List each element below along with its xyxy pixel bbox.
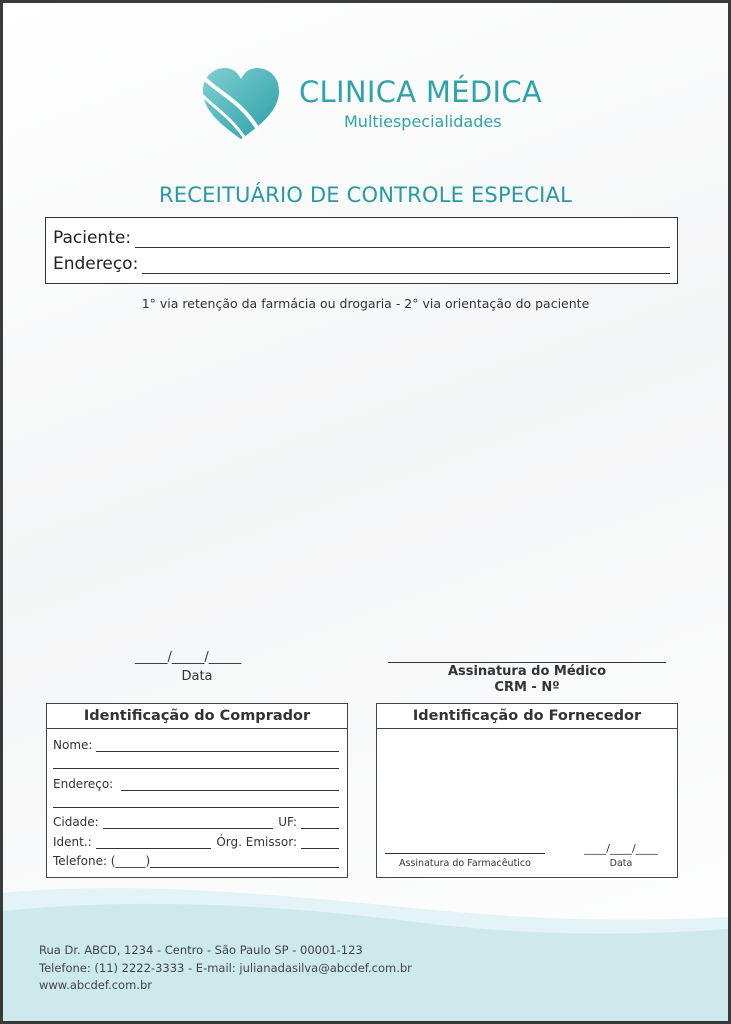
brand-tagline: Multiespecialidades <box>344 112 502 131</box>
buyer-identification-box <box>46 703 348 878</box>
supplier-date-line[interactable]: ____/____/____ <box>584 842 658 855</box>
buyer-name-row[interactable] <box>53 738 339 752</box>
buyer-address-line[interactable] <box>121 780 339 791</box>
buyer-phone-line[interactable] <box>150 857 339 868</box>
buyer-phone-label: Telefone: (_____) <box>53 854 151 868</box>
doctor-signature-line[interactable] <box>388 662 666 663</box>
patient-name-row[interactable] <box>53 228 670 248</box>
prescription-date-label: Data <box>181 669 213 684</box>
patient-box <box>45 217 678 284</box>
supplier-identification-box <box>376 703 678 878</box>
buyer-address-extra-line[interactable] <box>53 797 339 808</box>
buyer-title: Identificação do Comprador <box>47 704 347 729</box>
heart-logo-icon <box>200 65 282 141</box>
buyer-address-extra-row[interactable] <box>53 797 339 808</box>
buyer-city-line[interactable] <box>103 818 273 829</box>
buyer-issuer-line[interactable] <box>301 838 339 849</box>
pharmacist-signature-line[interactable] <box>385 853 545 854</box>
buyer-state-label: UF: <box>278 815 297 829</box>
document-title: RECEITUÁRIO DE CONTROLE ESPECIAL <box>159 183 572 207</box>
buyer-id-row[interactable] <box>53 835 339 849</box>
footer-contact: Telefone: (11) 2222-3333 - E-mail: julianadasilva@abcdef.com.br <box>39 961 412 975</box>
patient-name-label: Paciente: <box>53 228 132 248</box>
buyer-name-extra-row[interactable] <box>53 758 339 769</box>
pharmacist-signature-label: Assinatura do Farmacêutico <box>399 858 531 869</box>
buyer-address-label: Endereço: <box>53 777 114 791</box>
crm-label: CRM - Nº <box>494 680 560 695</box>
buyer-issuer-label: Órg. Emissor: <box>216 835 297 849</box>
patient-address-row[interactable] <box>53 254 670 274</box>
patient-name-line[interactable] <box>135 233 670 248</box>
buyer-address-row[interactable] <box>53 777 339 791</box>
prescription-date-line[interactable]: _____/_____/_____ <box>135 650 242 665</box>
buyer-phone-row[interactable] <box>53 854 339 868</box>
supplier-date-label: Data <box>609 858 633 869</box>
doctor-signature-label: Assinatura do Médico <box>447 664 607 679</box>
brand-name: CLINICA MÉDICA <box>299 75 543 109</box>
buyer-state-line[interactable] <box>301 818 339 829</box>
via-note: 1° via retenção da farmácia ou drogaria - 2° via orientação do paciente <box>141 296 590 311</box>
supplier-title: Identificação do Fornecedor <box>377 704 677 729</box>
footer-website[interactable]: www.abcdef.com.br <box>39 978 152 992</box>
buyer-name-line[interactable] <box>96 741 339 752</box>
buyer-name-label: Nome: <box>53 738 93 752</box>
buyer-id-label: Ident.: <box>53 835 92 849</box>
buyer-id-line[interactable] <box>96 838 212 849</box>
buyer-city-label: Cidade: <box>53 815 99 829</box>
buyer-city-row[interactable] <box>53 815 339 829</box>
footer-address: Rua Dr. ABCD, 1234 - Centro - São Paulo SP - 00001-123 <box>39 943 363 957</box>
buyer-name-extra-line[interactable] <box>53 758 339 769</box>
patient-address-label: Endereço: <box>53 254 139 274</box>
patient-address-line[interactable] <box>142 259 670 274</box>
